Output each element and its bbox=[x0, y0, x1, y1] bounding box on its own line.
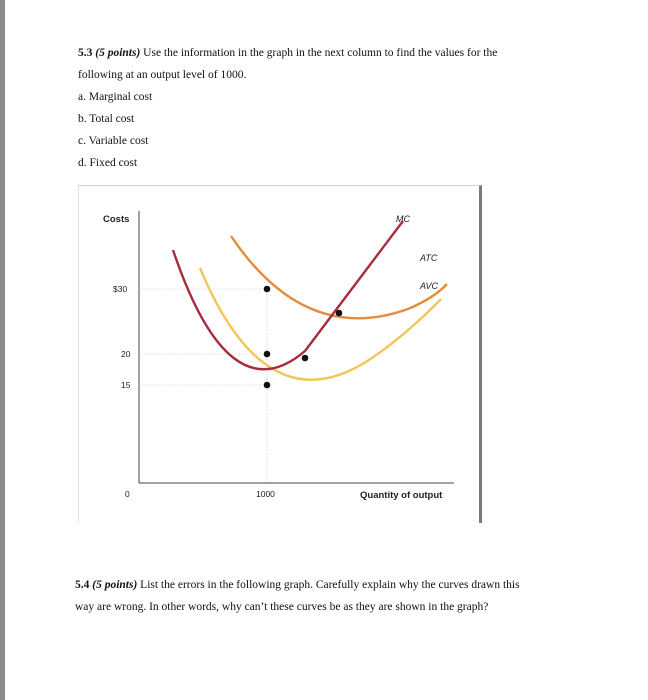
cost-curves-figure bbox=[78, 185, 482, 523]
question-5-3 bbox=[78, 42, 578, 174]
page-edge bbox=[0, 0, 5, 700]
question-number: 5.3 bbox=[78, 47, 93, 59]
y-tick-15: 15 bbox=[121, 380, 131, 390]
question-5-4-stem bbox=[75, 574, 585, 596]
sub-item-c: c. Variable cost bbox=[78, 135, 149, 147]
y-tick-0: 0 bbox=[125, 489, 130, 499]
question-text-line1: Use the information in the graph in the next column to find the values for the bbox=[143, 47, 498, 59]
sub-item-b: b. Total cost bbox=[78, 113, 135, 125]
question-points: (5 points) bbox=[92, 579, 138, 591]
mc-atc-intersection bbox=[336, 310, 343, 317]
question-5-4 bbox=[75, 574, 585, 618]
mc-label: MC bbox=[396, 214, 410, 224]
atc-point bbox=[264, 286, 271, 293]
y-tick-30: $30 bbox=[113, 284, 128, 294]
question-points: (5 points) bbox=[95, 47, 141, 59]
y-axis-title: Costs bbox=[103, 214, 130, 225]
y-tick-20: 20 bbox=[121, 349, 131, 359]
question-text-line2: following at an output level of 1000. bbox=[78, 69, 247, 81]
x-axis-title: Quantity of output bbox=[360, 490, 443, 501]
avc-curve bbox=[200, 268, 441, 380]
atc-label: ATC bbox=[420, 253, 438, 263]
mc-avc-intersection bbox=[302, 355, 309, 362]
x-tick-1000: 1000 bbox=[256, 489, 275, 499]
question-text-line1: List the errors in the following graph. Carefully explain why the curves drawn this bbox=[140, 579, 520, 591]
sub-item-a: a. Marginal cost bbox=[78, 91, 153, 103]
question-number: 5.4 bbox=[75, 579, 90, 591]
question-text-line2: way are wrong. In other words, why can’t these curves be as they are shown in the graph? bbox=[75, 601, 489, 613]
avc-label: AVC bbox=[420, 281, 439, 291]
sub-item-d: d. Fixed cost bbox=[78, 157, 138, 169]
avc-point bbox=[264, 351, 271, 358]
question-5-3-stem bbox=[78, 42, 578, 64]
mc-point bbox=[264, 382, 271, 389]
cost-curves-chart bbox=[79, 186, 483, 524]
